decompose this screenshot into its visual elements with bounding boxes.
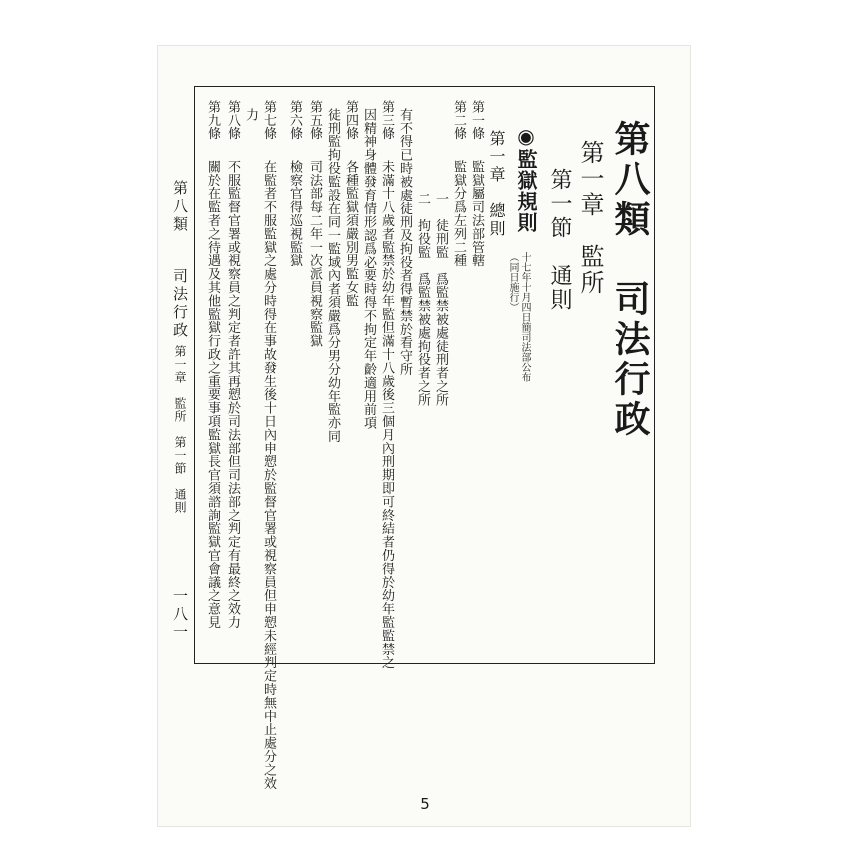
article-number: 第五條 (307, 100, 322, 141)
article-text: 不服監督官署或視察員之判定者許其再愬於司法部但司法部之判定有最終之效力 (225, 160, 240, 629)
article-text: 監獄屬司法部管轄 (469, 160, 484, 268)
article-text: 因精神身體發育情形認爲必要時得不拘定年齡適用前項 (361, 108, 376, 430)
section-title: 第一節 通則 (547, 168, 572, 312)
article-text: 各種監獄須嚴別男監女監 (343, 160, 358, 308)
article-number: 第一條 (469, 100, 484, 141)
article-text: 有不得已時被處徒刑及拘役者得暫禁於看守所 (397, 108, 412, 376)
header-page-number: 一八一 (171, 588, 189, 642)
article-number: 第八條 (225, 100, 240, 141)
article-text: 關於在監者之待遇及其他監獄行政之重要事項監獄長官須諮詢監獄官會議之意見 (205, 160, 220, 629)
article-text: 在監者不服監獄之處分時得在事故發生後十日內申愬於監督官署或視察員但申愬未經判定時無中止處分之效 (261, 160, 276, 790)
article-text: 力 (243, 108, 258, 122)
article-number: 第四條 (343, 100, 358, 141)
article-text: 未滿十八歲者監禁於幼年監但滿十八歲後三個月內刑期即可終結者仍得於幼年監監禁之 (379, 160, 394, 670)
article-number: 第三條 (379, 100, 394, 141)
article-text: 檢察官得巡視監獄 (287, 160, 302, 268)
header-title: 司法行政 (171, 268, 189, 340)
article-number: 第二條 (451, 100, 466, 141)
article-text: 監獄分爲左列二種 (451, 160, 466, 268)
header-location: 第一章 監所 第一節 通則 (173, 345, 187, 514)
header-category: 第八類 (171, 180, 189, 234)
article-number: 第六條 (287, 100, 302, 141)
chapter-title: 第一章 監所 (576, 140, 604, 296)
footer-page-number: 5 (420, 795, 430, 813)
law-title: ◉監獄規則 (514, 124, 538, 233)
article-text: 徒刑監拘役監設在同一監域內者須嚴爲分男分幼年監亦同 (325, 108, 340, 443)
law-chapter: 第一章 總則 (487, 130, 506, 238)
category-title: 第八類 司法行政 (609, 120, 651, 440)
article-item: 二 拘役監 爲監禁被處拘役者之所 (415, 192, 430, 407)
article-number: 第七條 (261, 100, 276, 141)
law-note-1: 十七年十月四日簡司法部公布 (519, 252, 530, 382)
article-text: 司法部每二年一次派員視察監獄 (307, 160, 322, 348)
article-number: 第九條 (205, 100, 220, 141)
article-item: 一 徒刑監 爲監禁被處徒刑者之所 (433, 192, 448, 407)
law-note-2: （同日施行） (507, 252, 518, 312)
